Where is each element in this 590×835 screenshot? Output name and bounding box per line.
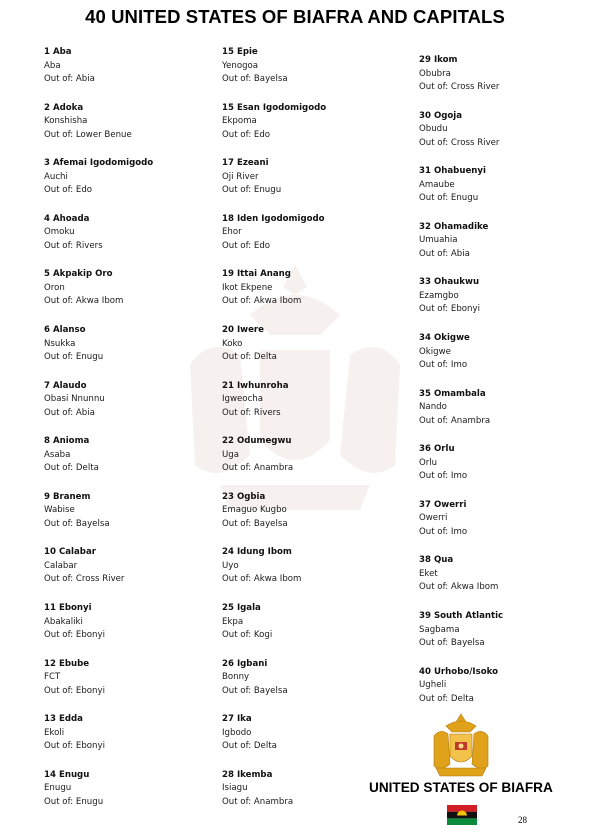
state-name: 39 South Atlantic [419, 611, 504, 621]
state-origin: Out of: Enugu [419, 193, 479, 204]
state-name: 27 Ika [222, 714, 252, 725]
state-origin: Out of: Edo [44, 185, 93, 196]
state-capital: Abakaliki [44, 616, 83, 627]
state-origin: Out of: Anambra [222, 796, 294, 807]
state-entry [44, 268, 234, 309]
state-name: 23 Ogbia [222, 491, 266, 502]
state-capital: Obasi Nnunnu [44, 394, 105, 405]
state-capital: Ekpoma [222, 116, 257, 127]
state-capital: Ekpa [222, 616, 244, 627]
state-name: 10 Calabar [44, 547, 96, 558]
state-entry [222, 602, 412, 643]
state-name: 18 Iden Igodomigodo [222, 213, 325, 224]
state-origin: Out of: Ebonyi [44, 630, 105, 640]
state-name: 25 Igala [222, 603, 261, 613]
state-capital: Enugu [44, 783, 72, 794]
state-capital: Ekoli [44, 727, 65, 738]
state-capital: Auchi [44, 171, 68, 182]
state-name: 13 Edda [44, 714, 83, 725]
state-entry [222, 491, 412, 532]
page-title: 40 UNITED STATES OF BIAFRA AND CAPITALS [85, 6, 505, 27]
state-name: 37 Owerri [419, 499, 467, 510]
state-origin: Out of: Bayelsa [222, 685, 288, 696]
state-origin: Out of: Bayelsa [222, 518, 288, 529]
state-entry [419, 443, 590, 484]
state-capital: Obudu [419, 124, 448, 135]
state-entry [44, 491, 234, 532]
state-origin: Out of: Rivers [44, 240, 103, 251]
state-entry [44, 713, 234, 754]
state-entry [44, 46, 234, 87]
state-name: 40 Urhobo/Isoko [419, 666, 498, 677]
state-entry [419, 332, 590, 373]
state-name: 2 Adoka [44, 102, 84, 113]
state-entry [44, 213, 234, 254]
state-capital: Ehor [222, 227, 242, 238]
state-capital: Nando [419, 402, 447, 413]
state-origin: Out of: Ebonyi [419, 304, 480, 315]
state-entry [419, 221, 590, 262]
state-name: 34 Okigwe [419, 333, 470, 343]
state-entry [44, 546, 234, 587]
state-capital: Bonny [222, 672, 250, 683]
state-name: 5 Akpakip Oro [44, 269, 113, 280]
page-number: 28 [518, 815, 527, 825]
state-capital: Amaube [419, 179, 455, 190]
biafra-flag-icon [447, 805, 477, 825]
state-origin: Out of: Delta [222, 741, 277, 752]
state-entry [222, 658, 412, 699]
state-capital: Owerri [419, 513, 448, 524]
state-capital: Wabise [44, 505, 75, 516]
state-origin: Out of: Bayelsa [44, 518, 110, 529]
state-name: 22 Odumegwu [222, 436, 292, 447]
state-name: 6 Alanso [44, 325, 86, 335]
state-entry [222, 268, 412, 309]
state-origin: Out of: Akwa Ibom [419, 582, 499, 593]
state-capital: Oron [44, 282, 65, 293]
state-origin: Out of: Lower Benue [44, 129, 132, 140]
state-entry [419, 276, 590, 317]
state-entry [44, 602, 234, 643]
state-origin: Out of: Delta [419, 693, 474, 704]
state-capital: Emaguo Kugbo [222, 505, 287, 516]
state-capital: Koko [222, 338, 243, 349]
state-capital: Igbodo [222, 727, 252, 738]
state-capital: Konshisha [44, 116, 88, 127]
state-entry [222, 380, 412, 421]
state-capital: Eket [419, 568, 438, 579]
state-entry [419, 666, 590, 707]
state-capital: Calabar [44, 560, 78, 571]
state-origin: Out of: Delta [44, 463, 99, 474]
state-capital: Obubra [419, 68, 451, 79]
state-entry [419, 554, 590, 595]
state-capital: Isiagu [222, 783, 248, 794]
state-name: 29 Ikom [419, 55, 458, 65]
state-name: 32 Ohamadike [419, 221, 489, 232]
state-capital: Ugheli [419, 680, 447, 691]
state-name: 3 Afemai Igodomigodo [44, 158, 154, 169]
state-name: 30 Ogoja [419, 110, 463, 121]
state-entry [222, 102, 412, 143]
biafra-coat-of-arms-icon [428, 712, 494, 782]
state-entry [419, 388, 590, 429]
state-entry [44, 157, 234, 198]
state-entry [44, 658, 234, 699]
state-capital: Sagbama [419, 624, 460, 635]
state-origin: Out of: Enugu [222, 185, 282, 196]
state-entry [222, 713, 412, 754]
state-name: 24 Idung Ibom [222, 547, 292, 558]
state-name: 31 Ohabuenyi [419, 166, 486, 177]
state-capital: Uga [222, 449, 240, 460]
state-entry [419, 54, 590, 95]
state-capital: Igweocha [222, 394, 264, 405]
state-entry [419, 110, 590, 151]
state-entry [222, 324, 412, 365]
state-capital: Yenogoa [222, 60, 259, 71]
state-name: 15 Esan Igodomigodo [222, 102, 327, 113]
state-name: 11 Ebonyi [44, 603, 92, 613]
state-origin: Out of: Ebonyi [44, 685, 105, 696]
state-entry [222, 157, 412, 198]
state-origin: Out of: Enugu [44, 352, 104, 362]
state-name: 9 Branem [44, 491, 91, 502]
state-capital: Aba [44, 60, 61, 71]
state-capital: Ikot Ekpene [222, 282, 273, 293]
state-name: 12 Ebube [44, 658, 90, 669]
state-origin: Out of: Akwa Ibom [44, 296, 124, 307]
state-entry [44, 435, 234, 476]
state-name: 36 Orlu [419, 444, 455, 455]
state-capital: Ezamgbo [419, 290, 459, 301]
state-origin: Out of: Cross River [419, 137, 500, 148]
state-name: 7 Alaudo [44, 380, 87, 391]
state-origin: Out of: Imo [419, 471, 468, 482]
state-capital: Oji River [222, 171, 259, 182]
state-origin: Out of: Akwa Ibom [222, 574, 302, 585]
state-name: 8 Anioma [44, 436, 90, 447]
state-origin: Out of: Anambra [222, 463, 294, 474]
state-name: 21 Iwhunroha [222, 380, 289, 391]
state-origin: Out of: Enugu [44, 796, 104, 807]
state-name: 35 Omambala [419, 388, 486, 399]
state-origin: Out of: Abia [419, 248, 470, 259]
state-entry [419, 499, 590, 540]
state-entry [44, 324, 234, 365]
state-origin: Out of: Bayelsa [222, 74, 288, 84]
state-origin: Out of: Akwa Ibom [222, 296, 302, 307]
state-capital: Uyo [222, 560, 239, 571]
state-name: 15 Epie [222, 47, 258, 57]
state-name: 26 Igbani [222, 658, 268, 669]
state-origin: Out of: Imo [419, 526, 468, 537]
state-origin: Out of: Abia [44, 407, 95, 418]
state-name: 17 Ezeani [222, 158, 269, 169]
state-entry [222, 213, 412, 254]
state-origin: Out of: Abia [44, 74, 95, 84]
state-entry [419, 165, 590, 206]
state-capital: FCT [44, 672, 61, 683]
state-origin: Out of: Rivers [222, 407, 281, 418]
state-capital: Orlu [419, 457, 438, 468]
state-name: 4 Ahoada [44, 213, 90, 224]
state-origin: Out of: Cross River [44, 574, 125, 585]
state-entry [222, 46, 412, 87]
state-name: 14 Enugu [44, 769, 90, 780]
state-name: 20 Iwere [222, 325, 264, 335]
state-origin: Out of: Edo [222, 240, 271, 251]
state-origin: Out of: Kogi [222, 630, 273, 640]
state-entry [44, 102, 234, 143]
state-entry [222, 546, 412, 587]
state-origin: Out of: Edo [222, 129, 271, 140]
state-name: 1 Aba [44, 47, 72, 57]
state-entry [44, 769, 234, 810]
state-capital: Nsukka [44, 338, 76, 349]
brand-label: UNITED STATES OF BIAFRA [369, 780, 553, 795]
state-entry [419, 610, 590, 651]
state-capital: Okigwe [419, 346, 451, 357]
state-name: 33 Ohaukwu [419, 277, 480, 288]
state-capital: Umuahia [419, 235, 458, 246]
state-capital: Asaba [44, 449, 71, 460]
state-origin: Out of: Imo [419, 360, 468, 370]
state-capital: Omoku [44, 227, 75, 238]
state-origin: Out of: Ebonyi [44, 741, 105, 752]
state-entry [222, 435, 412, 476]
state-origin: Out of: Anambra [419, 415, 491, 426]
state-origin: Out of: Cross River [419, 82, 500, 92]
state-origin: Out of: Bayelsa [419, 638, 485, 648]
state-entry [44, 380, 234, 421]
state-name: 19 Ittai Anang [222, 269, 291, 280]
state-name: 38 Qua [419, 555, 454, 566]
state-origin: Out of: Delta [222, 352, 277, 362]
state-name: 28 Ikemba [222, 769, 273, 780]
